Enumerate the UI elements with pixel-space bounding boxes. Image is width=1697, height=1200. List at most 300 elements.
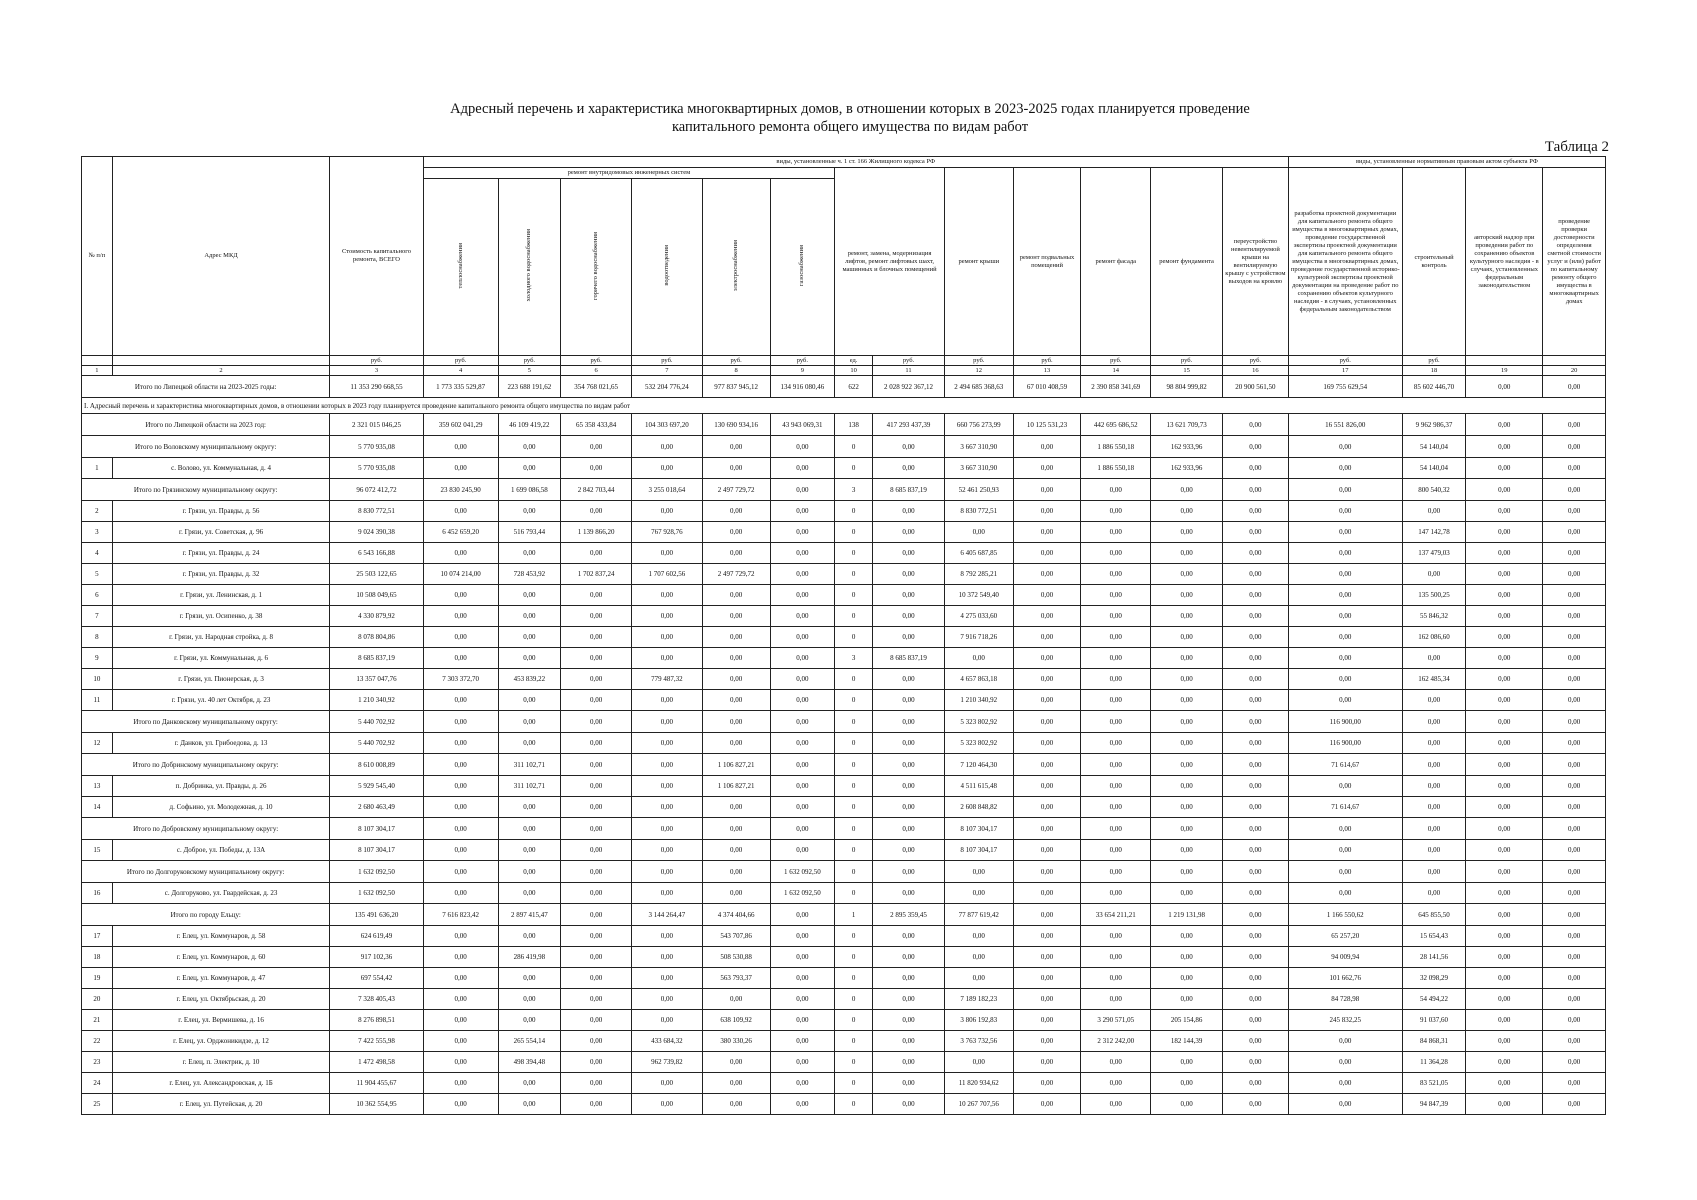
row-value: 0,00 bbox=[1222, 776, 1288, 797]
row-value: 0,00 bbox=[561, 436, 632, 458]
row-value: 2 842 703,44 bbox=[561, 479, 632, 501]
row-value: 0,00 bbox=[873, 968, 945, 989]
table-row bbox=[82, 648, 1606, 669]
table-row bbox=[82, 1010, 1606, 1031]
row-value: 0,00 bbox=[561, 1031, 632, 1052]
table-row bbox=[82, 776, 1606, 797]
row-value: 0,00 bbox=[1466, 883, 1543, 904]
header-roof: ремонт крыши bbox=[944, 168, 1013, 356]
row-value: 0,00 bbox=[561, 1094, 632, 1115]
row-value: 0,00 bbox=[1151, 776, 1223, 797]
row-value: 1 472 498,58 bbox=[330, 1052, 423, 1073]
row-value: 0,00 bbox=[1288, 818, 1402, 840]
row-value: 563 793,37 bbox=[702, 968, 770, 989]
row-value: 0,00 bbox=[1543, 543, 1606, 564]
row-value: 2 312 242,00 bbox=[1081, 1031, 1151, 1052]
row-value: 2 497 729,72 bbox=[702, 564, 770, 585]
row-value: 5 770 935,08 bbox=[330, 436, 423, 458]
row-value: 0,00 bbox=[1466, 776, 1543, 797]
row-value: 0 bbox=[835, 797, 873, 818]
row-value: 0,00 bbox=[1151, 690, 1223, 711]
subtotal-label: Итого по Воловскому муниципальному округу: bbox=[82, 436, 330, 458]
grand-total-value: 354 768 021,65 bbox=[561, 376, 632, 398]
table-row bbox=[82, 606, 1606, 627]
row-value: 0,00 bbox=[1543, 606, 1606, 627]
table-row bbox=[82, 733, 1606, 754]
row-value: 0,00 bbox=[873, 690, 945, 711]
units-row bbox=[82, 356, 1606, 366]
row-value: 0,00 bbox=[770, 669, 835, 690]
row-value: 0,00 bbox=[498, 797, 561, 818]
section-title: I. Адресный перечень и характеристика многоквартирных домов, в отношении которых в 2023 году планируется проведение капитального ремонта общего имущества по видам работ bbox=[82, 398, 1606, 414]
row-value: 162 933,96 bbox=[1151, 436, 1223, 458]
row-address: г. Грязи, ул. 40 лет Октября, д. 23 bbox=[112, 690, 330, 711]
row-value: 0,00 bbox=[498, 883, 561, 904]
row-value: 0,00 bbox=[1151, 861, 1223, 883]
row-value: 453 839,22 bbox=[498, 669, 561, 690]
row-value: 0,00 bbox=[561, 947, 632, 968]
row-value: 0,00 bbox=[631, 1094, 702, 1115]
row-value: 0,00 bbox=[1013, 564, 1081, 585]
row-address: г. Грязи, ул. Коммунальная, д. 6 bbox=[112, 648, 330, 669]
subtotal-label: Итого по Липецкой области на 2023 год: bbox=[82, 414, 330, 436]
row-value: 0,00 bbox=[631, 458, 702, 479]
row-value: 0,00 bbox=[1222, 501, 1288, 522]
row-value: 0,00 bbox=[1081, 1052, 1151, 1073]
row-value: 0,00 bbox=[1081, 840, 1151, 861]
row-value: 0,00 bbox=[1222, 606, 1288, 627]
row-value: 0,00 bbox=[944, 861, 1013, 883]
row-value: 0,00 bbox=[498, 926, 561, 947]
row-value: 2 608 848,82 bbox=[944, 797, 1013, 818]
row-value: 0,00 bbox=[561, 648, 632, 669]
row-value: 0,00 bbox=[1543, 904, 1606, 926]
row-value: 0,00 bbox=[1222, 543, 1288, 564]
row-value: 0,00 bbox=[770, 564, 835, 585]
row-value: 0,00 bbox=[1222, 904, 1288, 926]
table-row bbox=[82, 797, 1606, 818]
row-value: 442 695 686,52 bbox=[1081, 414, 1151, 436]
row-value: 8 792 285,21 bbox=[944, 564, 1013, 585]
unit-cell bbox=[82, 356, 113, 366]
row-value: 0 bbox=[835, 926, 873, 947]
row-value: 0 bbox=[835, 501, 873, 522]
row-value: 147 142,78 bbox=[1402, 522, 1466, 543]
row-value: 0,00 bbox=[423, 818, 498, 840]
row-value: 0,00 bbox=[423, 989, 498, 1010]
row-value: 245 832,25 bbox=[1288, 1010, 1402, 1031]
row-value: 8 107 304,17 bbox=[944, 840, 1013, 861]
row-value: 0,00 bbox=[498, 458, 561, 479]
header-hot-water-text: горячего водоснабжения bbox=[592, 231, 600, 300]
row-value: 0 bbox=[835, 711, 873, 733]
row-value: 0,00 bbox=[1081, 797, 1151, 818]
row-value: 0,00 bbox=[702, 543, 770, 564]
unit-cell: руб. bbox=[1013, 356, 1081, 366]
column-number-cell: 5 bbox=[498, 366, 561, 376]
header-gas bbox=[770, 179, 835, 356]
table-row bbox=[82, 627, 1606, 648]
column-number-cell: 12 bbox=[944, 366, 1013, 376]
row-value: 0,00 bbox=[1543, 968, 1606, 989]
row-value: 0,00 bbox=[1466, 926, 1543, 947]
row-address: с. Волово, ул. Коммунальная, д. 4 bbox=[112, 458, 330, 479]
row-value: 0,00 bbox=[423, 1052, 498, 1073]
row-value: 0,00 bbox=[561, 711, 632, 733]
row-value: 0,00 bbox=[770, 458, 835, 479]
row-value: 0,00 bbox=[1222, 840, 1288, 861]
table-row bbox=[82, 543, 1606, 564]
row-value: 0,00 bbox=[1013, 606, 1081, 627]
row-value: 0,00 bbox=[1081, 648, 1151, 669]
row-value: 917 102,36 bbox=[330, 947, 423, 968]
header-address: Адрес МКД bbox=[112, 157, 330, 356]
row-value: 0,00 bbox=[498, 733, 561, 754]
row-value: 0,00 bbox=[1543, 797, 1606, 818]
unit-cell: ед. bbox=[835, 356, 873, 366]
row-value: 54 140,04 bbox=[1402, 458, 1466, 479]
row-value: 767 928,76 bbox=[631, 522, 702, 543]
subtotal-row bbox=[82, 904, 1606, 926]
row-value: 0,00 bbox=[1543, 522, 1606, 543]
row-value: 0,00 bbox=[1081, 989, 1151, 1010]
row-value: 0,00 bbox=[561, 926, 632, 947]
row-value: 0,00 bbox=[1222, 436, 1288, 458]
row-value: 0,00 bbox=[1081, 543, 1151, 564]
row-value: 0,00 bbox=[1466, 1052, 1543, 1073]
row-value: 2 680 463,49 bbox=[330, 797, 423, 818]
row-value: 0,00 bbox=[1543, 754, 1606, 776]
row-value: 8 107 304,17 bbox=[944, 818, 1013, 840]
row-value: 0,00 bbox=[631, 711, 702, 733]
row-value: 0,00 bbox=[873, 1010, 945, 1031]
row-value: 0 bbox=[835, 1073, 873, 1094]
row-value: 0,00 bbox=[423, 968, 498, 989]
row-value: 1 632 092,50 bbox=[770, 861, 835, 883]
row-value: 0,00 bbox=[702, 501, 770, 522]
row-value: 0,00 bbox=[1081, 861, 1151, 883]
row-value: 0,00 bbox=[1402, 861, 1466, 883]
row-value: 0,00 bbox=[1288, 606, 1402, 627]
row-value: 0,00 bbox=[702, 711, 770, 733]
row-value: 0,00 bbox=[1466, 414, 1543, 436]
row-value: 0,00 bbox=[1466, 543, 1543, 564]
row-value: 0,00 bbox=[1081, 968, 1151, 989]
row-value: 0,00 bbox=[1402, 840, 1466, 861]
table-row bbox=[82, 1052, 1606, 1073]
row-value: 0,00 bbox=[1151, 606, 1223, 627]
row-value: 25 503 122,65 bbox=[330, 564, 423, 585]
row-value: 0,00 bbox=[702, 861, 770, 883]
row-value: 0,00 bbox=[770, 947, 835, 968]
row-address: г. Елец, ул. Вермишева, д. 16 bbox=[112, 1010, 330, 1031]
row-value: 0,00 bbox=[770, 989, 835, 1010]
row-value: 0,00 bbox=[1543, 947, 1606, 968]
row-value: 0,00 bbox=[1151, 1073, 1223, 1094]
row-value: 0 bbox=[835, 818, 873, 840]
row-value: 0,00 bbox=[1222, 522, 1288, 543]
grand-total-value: 2 390 858 341,69 bbox=[1081, 376, 1151, 398]
row-value: 0,00 bbox=[561, 776, 632, 797]
row-value: 0 bbox=[835, 1010, 873, 1031]
row-value: 11 904 455,67 bbox=[330, 1073, 423, 1094]
row-value: 55 846,32 bbox=[1402, 606, 1466, 627]
row-value: 0,00 bbox=[1081, 690, 1151, 711]
row-value: 10 074 214,00 bbox=[423, 564, 498, 585]
row-value: 1 707 602,56 bbox=[631, 564, 702, 585]
row-value: 0,00 bbox=[1151, 989, 1223, 1010]
row-value: 0,00 bbox=[631, 1010, 702, 1031]
row-value: 2 895 359,45 bbox=[873, 904, 945, 926]
row-value: 0 bbox=[835, 585, 873, 606]
unit-cell: руб. bbox=[1151, 356, 1223, 366]
subtotal-row bbox=[82, 754, 1606, 776]
row-number: 16 bbox=[82, 883, 113, 904]
grand-total-value: 20 900 561,50 bbox=[1222, 376, 1288, 398]
row-value: 0,00 bbox=[498, 711, 561, 733]
row-value: 0,00 bbox=[1288, 458, 1402, 479]
row-value: 0,00 bbox=[1288, 776, 1402, 797]
row-value: 0,00 bbox=[1013, 754, 1081, 776]
row-address: г. Грязи, ул. Пионерская, д. 3 bbox=[112, 669, 330, 690]
grand-total-value: 98 804 999,82 bbox=[1151, 376, 1223, 398]
row-value: 0,00 bbox=[944, 648, 1013, 669]
row-value: 1 219 131,98 bbox=[1151, 904, 1223, 926]
header-construction-control: строительный контроль bbox=[1402, 168, 1466, 356]
row-value: 0,00 bbox=[498, 989, 561, 1010]
row-value: 0,00 bbox=[498, 861, 561, 883]
row-value: 0,00 bbox=[873, 501, 945, 522]
row-value: 4 330 879,92 bbox=[330, 606, 423, 627]
row-value: 0,00 bbox=[702, 989, 770, 1010]
table-row bbox=[82, 501, 1606, 522]
row-value: 0,00 bbox=[1466, 733, 1543, 754]
header-sewer-text: водоотведения bbox=[662, 245, 670, 286]
row-value: 0,00 bbox=[873, 1052, 945, 1073]
row-value: 0 bbox=[835, 690, 873, 711]
row-value: 0,00 bbox=[702, 1073, 770, 1094]
row-value: 0,00 bbox=[561, 1073, 632, 1094]
row-value: 0 bbox=[835, 840, 873, 861]
row-value: 3 290 571,05 bbox=[1081, 1010, 1151, 1031]
row-value: 65 257,20 bbox=[1288, 926, 1402, 947]
row-value: 0,00 bbox=[631, 690, 702, 711]
row-value: 0,00 bbox=[1466, 1094, 1543, 1115]
table-label: Таблица 2 bbox=[1544, 139, 1609, 155]
row-value: 0,00 bbox=[631, 733, 702, 754]
row-value: 0,00 bbox=[423, 797, 498, 818]
row-value: 0,00 bbox=[1013, 690, 1081, 711]
row-value: 0,00 bbox=[873, 1073, 945, 1094]
row-value: 0,00 bbox=[1402, 754, 1466, 776]
row-address: г. Елец, ул. Коммунаров, д. 60 bbox=[112, 947, 330, 968]
row-value: 32 098,29 bbox=[1402, 968, 1466, 989]
row-value: 2 497 729,72 bbox=[702, 479, 770, 501]
row-value: 1 139 866,20 bbox=[561, 522, 632, 543]
header-total-cost: Стоимость капитального ремонта, ВСЕГО bbox=[330, 157, 423, 356]
row-value: 0,00 bbox=[873, 564, 945, 585]
row-value: 0,00 bbox=[1288, 1073, 1402, 1094]
row-value: 0,00 bbox=[1288, 690, 1402, 711]
row-value: 0,00 bbox=[1151, 754, 1223, 776]
subtotal-row bbox=[82, 414, 1606, 436]
row-number: 13 bbox=[82, 776, 113, 797]
row-value: 0,00 bbox=[1222, 669, 1288, 690]
row-value: 0,00 bbox=[423, 648, 498, 669]
row-value: 205 154,86 bbox=[1151, 1010, 1223, 1031]
grand-total-value: 134 916 080,46 bbox=[770, 376, 835, 398]
row-value: 0,00 bbox=[1081, 947, 1151, 968]
row-value: 0,00 bbox=[1222, 1094, 1288, 1115]
unit-cell: руб. bbox=[561, 356, 632, 366]
row-value: 1 632 092,50 bbox=[330, 883, 423, 904]
row-value: 0,00 bbox=[423, 947, 498, 968]
row-value: 0,00 bbox=[1402, 733, 1466, 754]
row-value: 0,00 bbox=[631, 606, 702, 627]
unit-cell bbox=[1466, 356, 1543, 366]
row-value: 0,00 bbox=[1466, 627, 1543, 648]
row-value: 3 806 192,83 bbox=[944, 1010, 1013, 1031]
row-value: 0,00 bbox=[1013, 883, 1081, 904]
row-value: 0,00 bbox=[631, 436, 702, 458]
row-value: 0,00 bbox=[1151, 818, 1223, 840]
row-value: 0,00 bbox=[1013, 1031, 1081, 1052]
row-value: 0,00 bbox=[770, 543, 835, 564]
row-value: 638 109,92 bbox=[702, 1010, 770, 1031]
header-design-docs: разработка проектной документации для капитального ремонта общего имущества в многоквартирных домах, проведение государственной экспертизы проектной документации для капитального ремонта общего имущества в многоквартирных домах, проведение государственной историко-культурной экспертизы проектной документации на проведение работ по сохранению объектов культурного наследия - в случаях, установленных федеральным законодательством bbox=[1288, 168, 1402, 356]
row-value: 0,00 bbox=[1288, 840, 1402, 861]
row-value: 0,00 bbox=[1466, 989, 1543, 1010]
row-address: г. Елец, ул. Коммунаров, д. 47 bbox=[112, 968, 330, 989]
unit-cell: руб. bbox=[631, 356, 702, 366]
row-value: 0,00 bbox=[1288, 648, 1402, 669]
header-author-supervision: авторский надзор при проведении работ по сохранению объектов культурного наследия - в случаях, установленных федеральным законодательством bbox=[1466, 168, 1543, 356]
row-value: 0,00 bbox=[873, 989, 945, 1010]
row-value: 0,00 bbox=[873, 627, 945, 648]
row-value: 0,00 bbox=[702, 840, 770, 861]
unit-cell: руб. bbox=[702, 356, 770, 366]
grand-total-row bbox=[82, 376, 1606, 398]
row-value: 0,00 bbox=[1013, 1052, 1081, 1073]
row-value: 0,00 bbox=[1466, 840, 1543, 861]
grand-total-value: 1 773 335 529,87 bbox=[423, 376, 498, 398]
row-value: 0,00 bbox=[561, 797, 632, 818]
row-number: 7 bbox=[82, 606, 113, 627]
grand-total-value: 2 028 922 367,12 bbox=[873, 376, 945, 398]
row-value: 4 657 863,18 bbox=[944, 669, 1013, 690]
column-number-cell: 11 bbox=[873, 366, 945, 376]
row-value: 0,00 bbox=[1222, 1052, 1288, 1073]
column-number-cell: 3 bbox=[330, 366, 423, 376]
row-value: 0,00 bbox=[702, 669, 770, 690]
row-value: 0,00 bbox=[1081, 669, 1151, 690]
row-value: 0,00 bbox=[561, 543, 632, 564]
row-number: 6 bbox=[82, 585, 113, 606]
row-value: 0,00 bbox=[1543, 501, 1606, 522]
row-value: 0,00 bbox=[873, 543, 945, 564]
row-value: 0,00 bbox=[561, 904, 632, 926]
row-value: 0,00 bbox=[1222, 968, 1288, 989]
row-value: 0,00 bbox=[944, 926, 1013, 947]
row-value: 0,00 bbox=[873, 585, 945, 606]
row-value: 0,00 bbox=[498, 606, 561, 627]
row-value: 0,00 bbox=[1466, 711, 1543, 733]
row-value: 13 357 047,76 bbox=[330, 669, 423, 690]
row-value: 311 102,71 bbox=[498, 754, 561, 776]
row-value: 0,00 bbox=[1543, 1052, 1606, 1073]
row-value: 0 bbox=[835, 458, 873, 479]
grand-total-value: 223 688 191,62 bbox=[498, 376, 561, 398]
row-value: 0,00 bbox=[770, 818, 835, 840]
row-address: г. Елец, ул. Орджоникидзе, д. 12 bbox=[112, 1031, 330, 1052]
row-value: 0,00 bbox=[1466, 522, 1543, 543]
row-number: 18 bbox=[82, 947, 113, 968]
row-value: 0,00 bbox=[498, 968, 561, 989]
row-value: 0,00 bbox=[1222, 989, 1288, 1010]
row-value: 0,00 bbox=[770, 926, 835, 947]
row-value: 0,00 bbox=[1013, 1094, 1081, 1115]
row-value: 0,00 bbox=[1466, 904, 1543, 926]
row-value: 0,00 bbox=[1402, 690, 1466, 711]
row-value: 135 500,25 bbox=[1402, 585, 1466, 606]
row-value: 0,00 bbox=[702, 585, 770, 606]
row-value: 54 494,22 bbox=[1402, 989, 1466, 1010]
row-value: 0,00 bbox=[498, 436, 561, 458]
row-value: 0,00 bbox=[631, 861, 702, 883]
row-value: 0,00 bbox=[1013, 947, 1081, 968]
row-value: 0,00 bbox=[561, 690, 632, 711]
row-number: 25 bbox=[82, 1094, 113, 1115]
row-value: 94 847,39 bbox=[1402, 1094, 1466, 1115]
row-value: 0,00 bbox=[770, 1031, 835, 1052]
table-row bbox=[82, 458, 1606, 479]
column-number-cell: 8 bbox=[702, 366, 770, 376]
column-number-cell: 2 bbox=[112, 366, 330, 376]
header-cost-check: проведение проверки достоверности определения сметной стоимости услуг и (или) работ по капитальному ремонту общего имущества в многоквартирных домах bbox=[1543, 168, 1606, 356]
row-value: 0,00 bbox=[1402, 883, 1466, 904]
row-value: 0,00 bbox=[631, 840, 702, 861]
row-value: 0 bbox=[835, 861, 873, 883]
row-value: 0,00 bbox=[873, 733, 945, 754]
row-value: 0,00 bbox=[873, 926, 945, 947]
row-value: 0,00 bbox=[1466, 564, 1543, 585]
column-number-cell: 16 bbox=[1222, 366, 1288, 376]
row-number: 9 bbox=[82, 648, 113, 669]
column-number-cell: 20 bbox=[1543, 366, 1606, 376]
row-value: 0,00 bbox=[1081, 1094, 1151, 1115]
row-value: 0,00 bbox=[1081, 733, 1151, 754]
row-number: 19 bbox=[82, 968, 113, 989]
row-value: 0,00 bbox=[1402, 776, 1466, 797]
row-value: 0,00 bbox=[873, 522, 945, 543]
row-value: 0,00 bbox=[1081, 776, 1151, 797]
row-value: 0,00 bbox=[1151, 1052, 1223, 1073]
subtotal-label: Итого по Данковскому муниципальному округу: bbox=[82, 711, 330, 733]
row-value: 0,00 bbox=[1222, 754, 1288, 776]
row-value: 8 685 837,19 bbox=[330, 648, 423, 669]
header-electricity-text: электроснабжения bbox=[732, 239, 740, 292]
row-number: 11 bbox=[82, 690, 113, 711]
row-value: 0,00 bbox=[561, 883, 632, 904]
row-value: 0,00 bbox=[1151, 926, 1223, 947]
row-value: 0,00 bbox=[1402, 711, 1466, 733]
row-value: 0,00 bbox=[423, 585, 498, 606]
row-value: 286 419,98 bbox=[498, 947, 561, 968]
row-value: 0,00 bbox=[1466, 606, 1543, 627]
row-value: 7 303 372,70 bbox=[423, 669, 498, 690]
row-value: 0,00 bbox=[1013, 926, 1081, 947]
column-number-cell: 10 bbox=[835, 366, 873, 376]
